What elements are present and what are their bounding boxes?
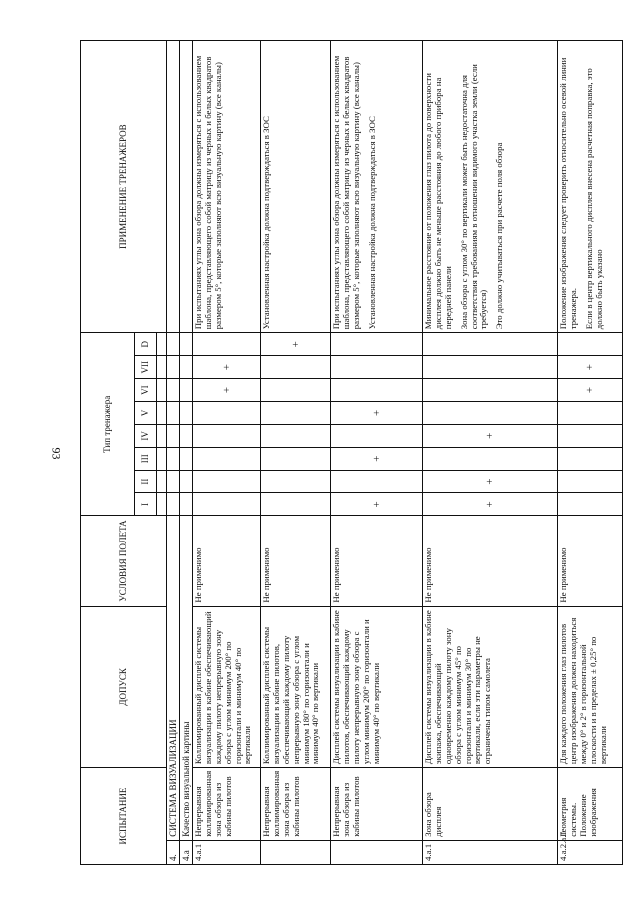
mark-i xyxy=(193,493,261,516)
mark-vii xyxy=(331,356,423,379)
mark-iii: + xyxy=(331,447,423,470)
header-tolerance: ДОПУСК xyxy=(81,606,167,768)
row-test: Геометрия системы. Положение изображения xyxy=(558,768,623,841)
mark-iv xyxy=(193,424,261,447)
mark-i xyxy=(261,493,331,516)
row-conditions: Не применимо xyxy=(261,516,331,606)
row-tolerance: Для каждого положения глаз пилотов центр изображения должен находиться между 0° и 2° в горизонтальной плоскости и в пределах ± 0,25° по вертикали xyxy=(558,606,623,768)
mark-iii xyxy=(423,447,558,470)
row-num: 4.a.1 xyxy=(193,840,261,864)
row-tolerance: Коллимированный дисплей системы визуализации в кабине обеспечивающий каждому пилоту непрерывную зону обзора с углом минимум 200° по горизонтали и минимум 40° по вертикали xyxy=(193,606,261,768)
row-tolerance: Дисплей системы визуализации в кабине экипажа, обеспечивающий одновременно каждому пилоту зону обзора с углом минимум 45° по горизонтали и минимум 30° по вертикали, если эти параметры не ограничены типом самолета xyxy=(423,606,558,768)
mark-d xyxy=(331,333,423,356)
header-conditions: УСЛОВИЯ ПОЛЕТА xyxy=(81,516,167,606)
mark-vii: + xyxy=(558,356,623,379)
application-paragraph: Положение изображения следует проверить относительно осевой линии тренажера. xyxy=(558,57,578,330)
application-paragraph: Минимальное расстояние от положения глаз пилота до поверхности дисплея должно быть не меньше расстояния до любого прибора на передней панели xyxy=(423,73,453,330)
mark-vi xyxy=(331,379,423,402)
row-num: 4.a.1 xyxy=(423,840,558,864)
type-v: V xyxy=(135,402,157,425)
mark-ii xyxy=(558,470,623,493)
mark-vii xyxy=(423,356,558,379)
mark-vi: + xyxy=(558,379,623,402)
row-num: 4.a.2.a.1 xyxy=(558,840,623,864)
mark-iii xyxy=(193,447,261,470)
mark-ii xyxy=(261,470,331,493)
mark-iv xyxy=(331,424,423,447)
header-test: ИСПЫТАНИЕ xyxy=(81,768,167,865)
header-trainer-type: Тип тренажера xyxy=(81,333,135,516)
mark-vii xyxy=(261,356,331,379)
section-4a-num: 4.a xyxy=(180,840,193,864)
row-application xyxy=(261,41,331,333)
application-paragraph: Установленная настройка должна подтверждаться в ЗОС xyxy=(366,116,377,330)
mark-d xyxy=(423,333,558,356)
row-application xyxy=(558,41,623,333)
row-num xyxy=(331,840,423,864)
mark-v xyxy=(261,402,331,425)
row-conditions: Не применимо xyxy=(331,516,423,606)
mark-vii: + xyxy=(193,356,261,379)
section-4-title: СИСТЕМА ВИЗУАЛИЗАЦИИ xyxy=(167,516,180,840)
section-4a-title: Качество визуальной картины xyxy=(180,516,193,840)
trainer-requirements-table xyxy=(80,40,623,865)
row-tolerance: Дисплей системы визуализации в кабине пилотов, обеспечивающий каждому пилоту непрерывную зону обзора с углом минимум 200° по горизонтали и минимум 40° по вертикали xyxy=(331,606,423,768)
mark-v xyxy=(193,402,261,425)
mark-ii xyxy=(331,470,423,493)
application-paragraph: При испытаниях углы зона обзора должны измеряться с использованием шаблона, представляющего собой матрицу из черных и белых квадратов размером 5°, которые заполняют всю визуальную картину (все каналы) xyxy=(331,55,361,330)
mark-vi xyxy=(423,379,558,402)
row-num xyxy=(261,840,331,864)
row-test: Непрерывная коллимированная зона обзора из кабины пилотов xyxy=(261,768,331,841)
mark-i: + xyxy=(423,493,558,516)
mark-iii xyxy=(261,447,331,470)
row-tolerance: Коллимированный дисплей системы визуализации в кабине пилотов, обеспечивающий каждому пилоту непрерывную зону обзора с углом минимум 180° по горизонтали и минимум 40° по вертикали xyxy=(261,606,331,768)
rotated-page xyxy=(80,40,608,865)
mark-i: + xyxy=(331,493,423,516)
type-d: D xyxy=(135,333,157,356)
page-number: 93 xyxy=(49,447,64,460)
mark-d: + xyxy=(261,333,331,356)
table-row xyxy=(423,41,558,865)
mark-iv xyxy=(261,424,331,447)
row-application xyxy=(193,41,261,333)
type-iv: IV xyxy=(135,424,157,447)
table-row xyxy=(261,41,331,865)
row-test: Зона обзора дисплея xyxy=(423,768,558,841)
type-i: I xyxy=(135,493,157,516)
mark-d xyxy=(193,333,261,356)
mark-v: + xyxy=(331,402,423,425)
mark-iii xyxy=(558,447,623,470)
mark-vi: + xyxy=(193,379,261,402)
table-row xyxy=(193,41,261,865)
row-test: Непрерывная коллимированная зона обзора из кабины пилотов xyxy=(193,768,261,841)
mark-ii: + xyxy=(423,470,558,493)
table-row xyxy=(558,41,623,865)
row-test: Непрерывная зона обзора из кабины пилотов xyxy=(331,768,423,841)
row-application xyxy=(331,41,423,333)
header-application: ПРИМЕНЕНИЕ ТРЕНАЖЕРОВ xyxy=(81,41,167,333)
mark-iv: + xyxy=(423,424,558,447)
type-vii: VII xyxy=(135,356,157,379)
row-conditions: Не применимо xyxy=(558,516,623,606)
mark-i xyxy=(558,493,623,516)
mark-v xyxy=(558,402,623,425)
application-paragraph: Если в центр вертикального дисплея внесена расчетная поправка, это должно быть указано xyxy=(583,68,604,330)
mark-vi xyxy=(261,379,331,402)
mark-d xyxy=(558,333,623,356)
mark-ii xyxy=(193,470,261,493)
section-4-num: 4. xyxy=(167,840,180,864)
mark-v xyxy=(423,402,558,425)
row-conditions: Не применимо xyxy=(193,516,261,606)
type-iii: III xyxy=(135,447,157,470)
type-ii: II xyxy=(135,470,157,493)
application-paragraph: Это должно учитываться при расчете поля обзора xyxy=(494,142,505,330)
type-vi: VI xyxy=(135,379,157,402)
row-conditions: Не применимо xyxy=(423,516,558,606)
table-row xyxy=(331,41,423,865)
application-paragraph: При испытаниях углы зона обзора должны измеряться с использованием шаблона, представляющего собой матрицу из черных и белых квадратов размером 5°, которые заполняют всю визуальную картину (все каналы) xyxy=(193,55,223,330)
mark-iv xyxy=(558,424,623,447)
application-paragraph: Зона обзора с углом 30° по вертикали может быть недостаточна для соответствия требованиям в отношении видимого участка земли (если требуется) xyxy=(458,64,489,330)
row-application xyxy=(423,41,558,333)
application-paragraph: Установленная настройка должна подтверждаться в ЗОС xyxy=(261,116,272,330)
